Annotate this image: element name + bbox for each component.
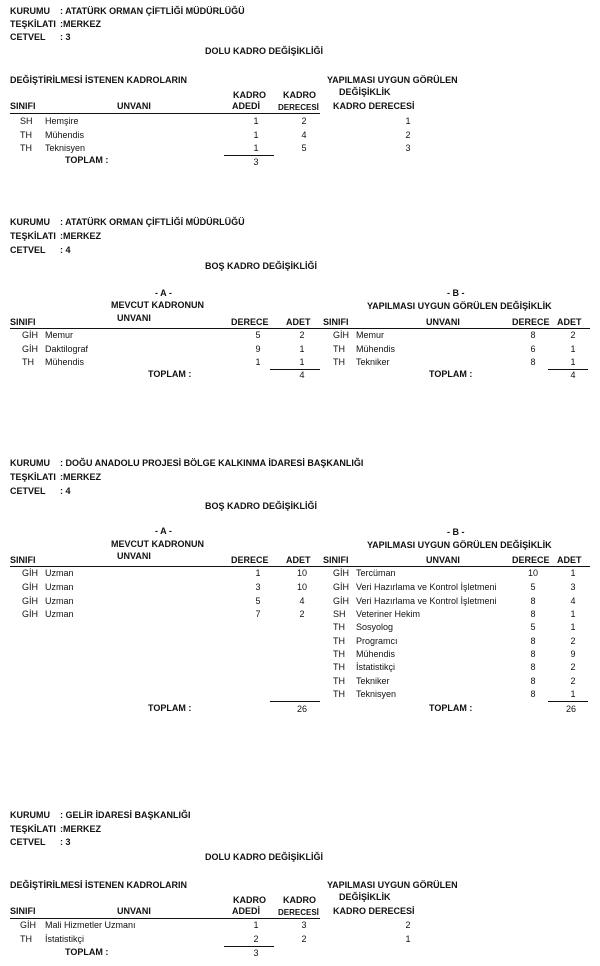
a-row-adet: 10 [296,568,307,578]
row-sinifi: TH [20,143,32,153]
row-yeni-derece: 2 [405,920,411,930]
row-derece: 2 [301,934,307,944]
b-row-unvani: İstatistikçi [356,662,396,672]
b-row-adet: 9 [570,649,576,659]
b-row-derece: 8 [530,676,536,686]
row-sinifi: TH [20,130,32,140]
header-rule [10,918,320,919]
b-row-sinifi: TH [333,636,345,646]
cetvel-label: CETVEL [10,837,46,847]
row-unvani: Teknisyen [45,143,86,153]
mevcut-heading: MEVCUT KADRONUN [111,300,204,310]
kadro-col-heading-2: KADRO [283,90,316,100]
b-row-derece: 8 [530,689,536,699]
kadro-col-heading: KADRO [233,90,266,100]
unvani-header: UNVANI [117,551,151,561]
section-title: DOLU KADRO DEĞİŞİKLİĞİ [205,46,324,56]
a-row-adet: 4 [299,596,305,606]
b-row-derece: 8 [530,357,536,367]
yapilmasi-heading: YAPILMASI UYGUN GÖRÜLEN [327,880,458,890]
kurumu-label: KURUMU [10,810,50,820]
unvani-header: UNVANI [117,906,151,916]
b-toplam-value: 4 [570,370,576,380]
b-row-derece: 6 [530,344,536,354]
kadro-col-heading: KADRO [233,895,266,905]
unvani-header-b: UNVANI [426,555,460,565]
sinifi-header: SINIFI [10,906,36,916]
section-title: BOŞ KADRO DEĞİŞİKLİĞİ [205,501,318,511]
b-mark: - B - [447,527,465,537]
adedi-header: ADEDİ [232,906,261,916]
teskilati-value: :MERKEZ [60,231,101,241]
cetvel-value: : 3 [60,837,71,847]
kurumu-label: KURUMU [10,458,50,468]
teskilati-value: :MERKEZ [60,19,101,29]
a-row-sinifi: GİH [22,609,39,619]
b-row-adet: 2 [570,662,576,672]
teskilati-label: TEŞKİLATI [10,231,56,241]
row-derece: 3 [301,920,307,930]
row-yeni-derece: 3 [405,143,411,153]
toplam-value: 3 [253,157,259,167]
cetvel-label: CETVEL [10,486,46,496]
teskilati-label: TEŞKİLATI [10,472,56,482]
a-row-adet: 1 [299,344,305,354]
a-row-adet: 10 [296,582,307,592]
row-sinifi: SH [20,116,33,126]
a-row-unvani: Uzman [45,568,74,578]
row-adet: 1 [253,143,259,153]
a-toplam-value: 4 [299,370,305,380]
b-row-adet: 1 [570,609,576,619]
b-row-adet: 2 [570,676,576,686]
b-row-sinifi: SH [333,609,346,619]
a-row-sinifi: GİH [22,596,39,606]
a-row-derece: 5 [255,330,261,340]
kadro-col-heading-2: KADRO [283,895,316,905]
kurumu-value: : ATATÜRK ORMAN ÇİFTLİĞİ MÜDÜRLÜĞÜ [60,217,245,227]
b-row-adet: 1 [570,689,576,699]
row-adet: 2 [253,934,259,944]
a-row-derece: 7 [255,609,261,619]
yapilmasi-heading: YAPILMASI UYGUN GÖRÜLEN [327,75,458,85]
yapilmasi-b-heading: YAPILMASI UYGUN GÖRÜLEN DEĞİŞİKLİK [367,540,552,550]
section-title: BOŞ KADRO DEĞİŞİKLİĞİ [205,261,318,271]
row-adet: 1 [253,130,259,140]
cetvel-label: CETVEL [10,32,46,42]
row-derece: 4 [301,130,307,140]
row-yeni-derece: 1 [405,116,411,126]
a-toplam-label: TOPLAM : [148,369,192,379]
row-unvani: Mühendis [45,130,85,140]
b-row-sinifi: GİH [333,596,350,606]
a-toplam-value: 26 [296,704,307,714]
teskilati-label: TEŞKİLATI [10,19,56,29]
kurumu-value: : GELİR İDARESİ BAŞKANLIĞI [60,810,191,820]
degistirilmesi-heading: DEĞİŞTİRİLMESİ İSTENEN KADROLARIN [10,75,188,85]
row-adet: 1 [253,116,259,126]
b-row-sinifi: TH [333,662,345,672]
b-toplam-label: TOPLAM : [429,703,473,713]
b-row-unvani: Veri Hazırlama ve Kontrol İşletmeni [356,582,497,592]
derece-header-b: DERECE [512,555,550,565]
b-row-unvani: Tercüman [356,568,396,578]
a-row-adet: 2 [299,609,305,619]
b-row-derece: 8 [530,330,536,340]
toplam-value: 3 [253,948,259,958]
derece-header: DERECE [231,317,269,327]
sinifi-header: SINIFI [10,101,36,111]
adet-header: ADET [286,555,311,565]
a-row-sinifi: TH [22,357,34,367]
a-row-derece: 5 [255,596,261,606]
b-row-sinifi: TH [333,622,345,632]
a-row-unvani: Mühendis [45,357,85,367]
row-sinifi: TH [20,934,32,944]
b-row-adet: 1 [570,344,576,354]
yapilmasi-b-heading: YAPILMASI UYGUN GÖRÜLEN DEĞİŞİKLİK [367,301,552,311]
b-row-unvani: Mühendis [356,344,396,354]
b-row-unvani: Sosyolog [356,622,394,632]
kurumu-label: KURUMU [10,217,50,227]
degistirilmesi-heading: DEĞİŞTİRİLMESİ İSTENEN KADROLARIN [10,880,188,890]
row-derece: 2 [301,116,307,126]
a-mark: - A - [155,288,172,298]
a-row-sinifi: GİH [22,330,39,340]
b-row-unvani: Programcı [356,636,398,646]
unvani-header-b: UNVANI [426,317,460,327]
a-row-unvani: Uzman [45,582,74,592]
toplam-label: TOPLAM : [65,155,109,165]
kadro-derecesi-header: KADRO DERECESİ [333,101,415,111]
adedi-header: ADEDİ [232,101,261,111]
b-row-derece: 8 [530,649,536,659]
row-yeni-derece: 2 [405,130,411,140]
mevcut-heading: MEVCUT KADRONUN [111,539,204,549]
b-row-adet: 1 [570,622,576,632]
a-row-sinifi: GİH [22,568,39,578]
b-row-derece: 10 [527,568,538,578]
b-row-sinifi: TH [333,357,345,367]
b-row-unvani: Veri Hazırlama ve Kontrol İşletmeni [356,596,497,606]
row-unvani: Mali Hizmetler Uzmanı [45,920,136,930]
a-row-unvani: Daktilograf [45,344,89,354]
cetvel-value: : 4 [60,245,71,255]
adet-header-b: ADET [557,555,582,565]
b-row-adet: 2 [570,636,576,646]
b-row-unvani: Veteriner Hekim [356,609,421,619]
b-row-derece: 8 [530,596,536,606]
b-row-sinifi: GİH [333,330,350,340]
sinifi-header-b: SINIFI [323,317,349,327]
toplam-rule [224,946,274,947]
a-row-adet: 1 [299,357,305,367]
a-row-derece: 3 [255,582,261,592]
a-toplam-label: TOPLAM : [148,703,192,713]
a-row-adet: 2 [299,330,305,340]
b-row-unvani: Tekniker [356,676,390,686]
cetvel-value: : 4 [60,486,71,496]
cetvel-value: : 3 [60,32,71,42]
teskilati-label: TEŞKİLATI [10,824,56,834]
b-row-sinifi: TH [333,344,345,354]
derece-header: DERECE [231,555,269,565]
a-row-unvani: Memur [45,330,74,340]
b-row-derece: 8 [530,609,536,619]
sinifi-header: SINIFI [10,317,36,327]
b-row-adet: 2 [570,330,576,340]
sinifi-header: SINIFI [10,555,36,565]
a-mark: - A - [155,526,172,536]
b-row-unvani: Tekniker [356,357,390,367]
kurumu-label: KURUMU [10,6,50,16]
b-row-sinifi: TH [333,649,345,659]
row-adet: 1 [253,920,259,930]
row-derece: 5 [301,143,307,153]
a-row-unvani: Uzman [45,596,74,606]
adet-header: ADET [286,317,311,327]
row-sinifi: GİH [20,920,37,930]
kurumu-value: : ATATÜRK ORMAN ÇİFTLİĞİ MÜDÜRLÜĞÜ [60,6,245,16]
teskilati-value: :MERKEZ [60,824,101,834]
teskilati-value: :MERKEZ [60,472,101,482]
kadro-derecesi-header: KADRO DERECESİ [333,906,415,916]
b-row-sinifi: GİH [333,582,350,592]
a-row-derece: 1 [255,568,261,578]
derecesi-header: DERECESİ [278,908,319,917]
degisiklik-heading: DEĞİŞİKLİK [339,892,391,902]
adet-header-b: ADET [557,317,582,327]
sinifi-header-b: SINIFI [323,555,349,565]
kurumu-value: : DOĞU ANADOLU PROJESİ BÖLGE KALKINMA İDARESİ BAŞKANLIĞI [60,458,364,468]
b-row-derece: 5 [530,622,536,632]
b-toplam-label: TOPLAM : [429,369,473,379]
b-row-unvani: Teknisyen [356,689,397,699]
b-row-sinifi: GİH [333,568,350,578]
b-row-unvani: Memur [356,330,385,340]
b-row-unvani: Mühendis [356,649,396,659]
unvani-header: UNVANI [117,313,151,323]
a-row-unvani: Uzman [45,609,74,619]
a-row-derece: 1 [255,357,261,367]
section-title: DOLU KADRO DEĞİŞİKLİĞİ [205,852,324,862]
row-unvani: İstatistikçi [45,934,85,944]
b-row-sinifi: TH [333,676,345,686]
toplam-label: TOPLAM : [65,947,109,957]
b-toplam-value: 26 [565,704,576,714]
b-row-derece: 8 [530,662,536,672]
row-unvani: Hemşire [45,116,79,126]
b-row-adet: 3 [570,582,576,592]
unvani-header: UNVANI [117,101,151,111]
b-row-derece: 8 [530,636,536,646]
cetvel-label: CETVEL [10,245,46,255]
a-row-sinifi: GİH [22,344,39,354]
derecesi-header: DERECESİ [278,103,319,112]
row-yeni-derece: 1 [405,934,411,944]
a-row-derece: 9 [255,344,261,354]
derece-header-b: DERECE [512,317,550,327]
b-row-adet: 4 [570,596,576,606]
degisiklik-heading: DEĞİŞİKLİK [339,87,391,97]
a-row-sinifi: GİH [22,582,39,592]
b-row-adet: 1 [570,357,576,367]
b-row-derece: 5 [530,582,536,592]
b-row-sinifi: TH [333,689,345,699]
b-mark: - B - [447,288,465,298]
b-row-adet: 1 [570,568,576,578]
